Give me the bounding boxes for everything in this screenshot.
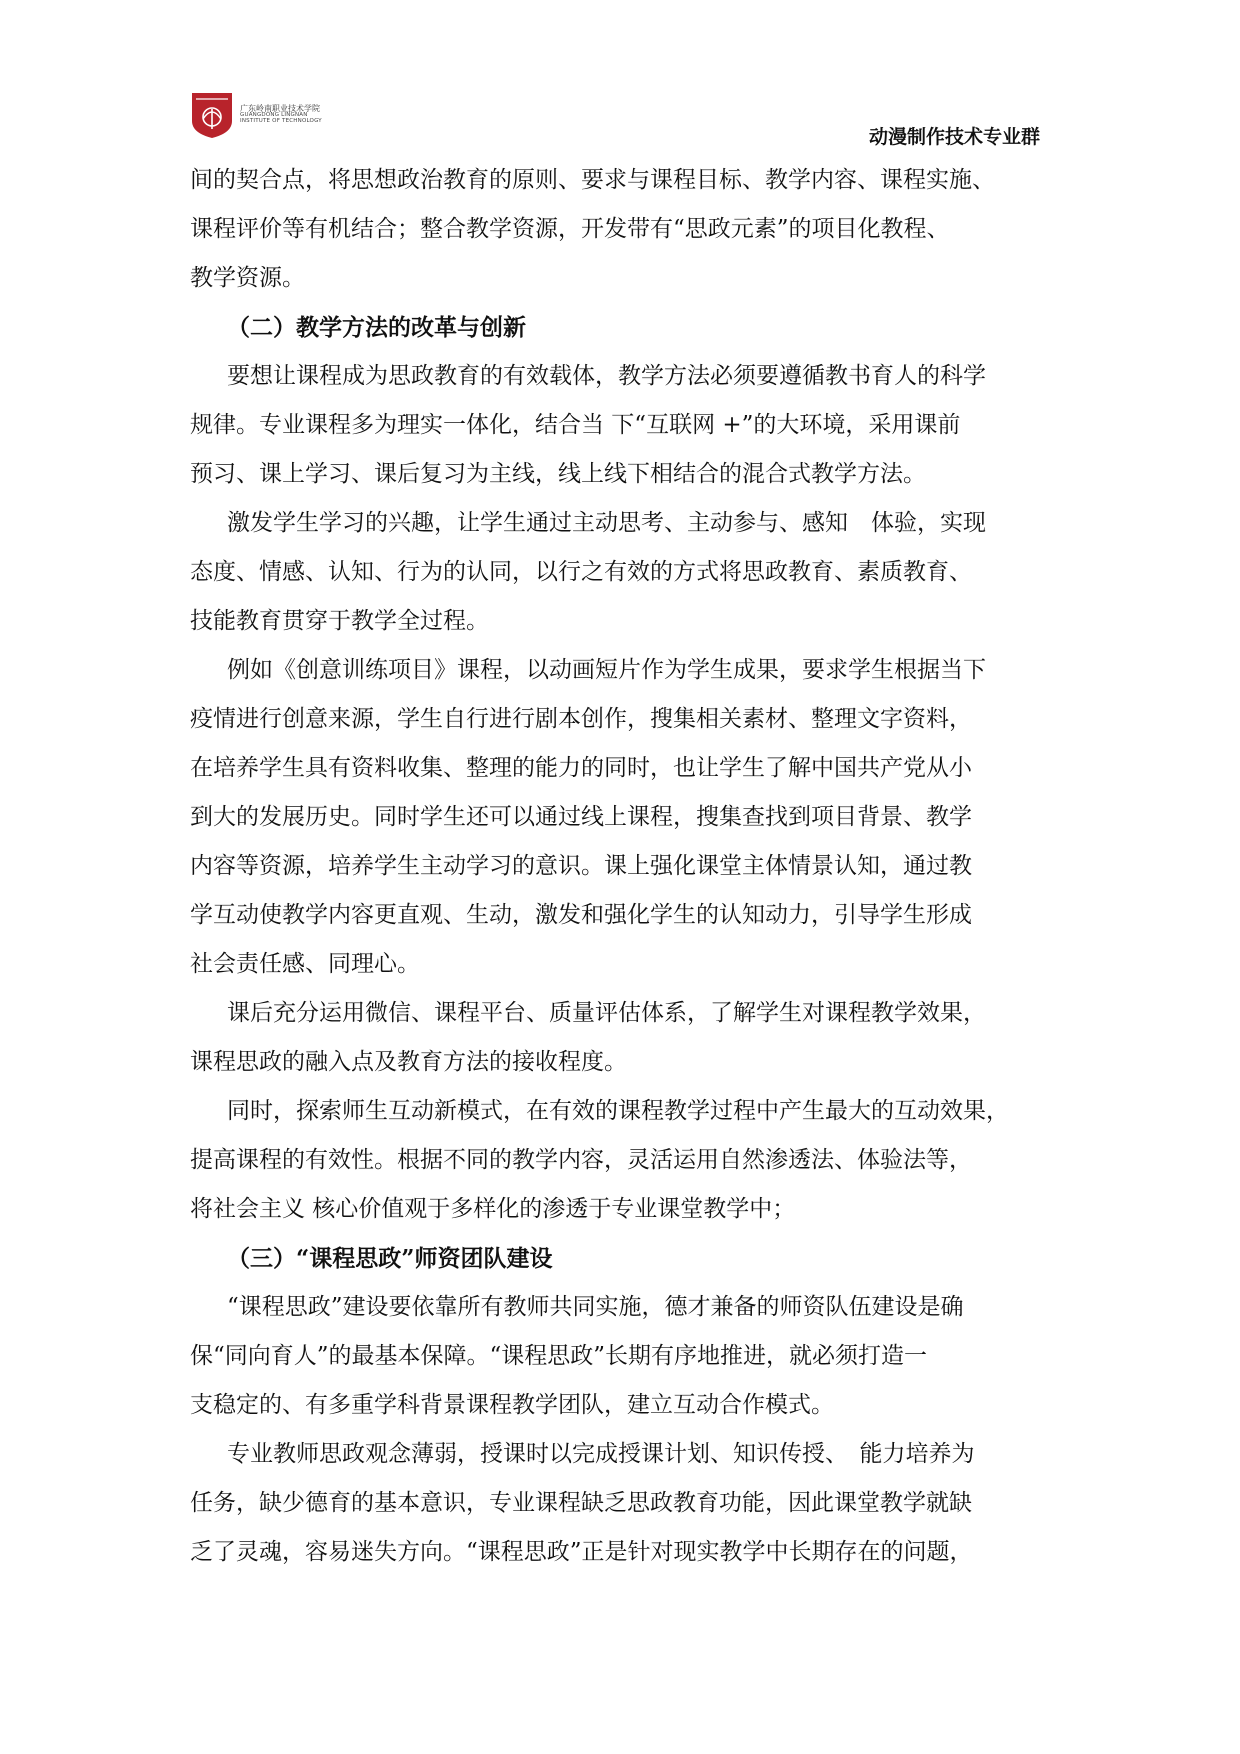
document-body <box>190 156 1070 1577</box>
paragraph-line: 学互动使教学内容更直观、生动，激发和强化学生的认知动力，引导学生形成 <box>190 902 972 928</box>
paragraph-line: 态度、情感、认知、行为的认同，以行之有效的方式将思政教育、素质教育、 <box>190 559 972 585</box>
paragraph-line: 专业教师思政观念薄弱，授课时以完成授课计划、知识传授、 能力培养为 <box>227 1441 975 1467</box>
paragraph-line: 支稳定的、有多重学科背景课程教学团队，建立互动合作模式。 <box>190 1392 834 1418</box>
paragraph-line: 任务，缺少德育的基本意识，专业课程缺乏思政教育功能，因此课堂教学就缺 <box>190 1490 972 1516</box>
paragraph-line: 间的契合点，将思想政治教育的原则、要求与课程目标、教学内容、课程实施、 <box>190 167 995 193</box>
section-heading-3: （三）“课程思政”师资团队建设 <box>227 1245 553 1272</box>
institute-emblem-icon <box>190 91 234 139</box>
paragraph-line: 预习、课上学习、课后复习为主线，线上线下相结合的混合式教学方法。 <box>190 461 926 487</box>
paragraph-line: 技能教育贯穿于教学全过程。 <box>190 608 489 634</box>
paragraph-line: 教学资源。 <box>190 265 305 291</box>
paragraph-line: 将社会主义 核心价值观于多样化的渗透于专业课堂教学中； <box>190 1196 796 1222</box>
paragraph-line: 课程思政的融入点及教育方法的接收程度。 <box>190 1049 627 1075</box>
logo-name-cn: 广东岭南职业技术学院 <box>240 104 320 114</box>
paragraph-line: 保“同向育人”的最基本保障。“课程思政”长期有序地推进，就必须打造一 <box>190 1343 928 1369</box>
paragraph-line: 要想让课程成为思政教育的有效载体，教学方法必须要遵循教书育人的科学 <box>227 363 986 389</box>
paragraph-line: 内容等资源，培养学生主动学习的意识。课上强化课堂主体情景认知，通过教 <box>190 853 972 879</box>
paragraph-line: 规律。专业课程多为理实一体化，结合当 下“互联网 +”的大环境，采用课前 <box>190 412 961 438</box>
institute-logo <box>190 90 340 140</box>
logo-name-en-1: GUANGDONG LINGNAN <box>240 112 308 119</box>
paragraph-line: 到大的发展历史。同时学生还可以通过线上课程，搜集查找到项目背景、教学 <box>190 804 972 830</box>
paragraph-line: 课后充分运用微信、课程平台、质量评估体系，了解学生对课程教学效果， <box>227 1000 986 1026</box>
paragraph-line: 疫情进行创意来源，学生自行进行剧本创作，搜集相关素材、整理文字资料， <box>190 706 972 732</box>
section-heading-2: （二）教学方法的改革与创新 <box>227 314 526 341</box>
paragraph-line: 课程评价等有机结合；整合教学资源，开发带有“思政元素”的项目化教程、 <box>190 216 950 242</box>
paragraph-line: 提高课程的有效性。根据不同的教学内容，灵活运用自然渗透法、体验法等， <box>190 1147 972 1173</box>
paragraph-line: “课程思政”建设要依靠所有教师共同实施，德才兼备的师资队伍建设是确 <box>227 1294 964 1320</box>
paragraph-line: 例如《创意训练项目》课程，以动画短片作为学生成果，要求学生根据当下 <box>227 657 986 683</box>
logo-name-en-2: INSTITUTE OF TECHNOLOGY <box>240 118 322 125</box>
paragraph-line: 社会责任感、同理心。 <box>190 951 420 977</box>
paragraph-line: 激发学生学习的兴趣，让学生通过主动思考、主动参与、感知 体验，实现 <box>227 510 986 536</box>
paragraph-line: 乏了灵魂，容易迷失方向。“课程思政”正是针对现实教学中长期存在的问题， <box>190 1539 973 1565</box>
paragraph-line: 在培养学生具有资料收集、整理的能力的同时，也让学生了解中国共产党从小 <box>190 755 972 781</box>
paragraph-line: 同时，探索师生互动新模式，在有效的课程教学过程中产生最大的互动效果， <box>227 1098 1009 1124</box>
program-group-title: 动漫制作技术专业群 <box>868 126 1040 148</box>
